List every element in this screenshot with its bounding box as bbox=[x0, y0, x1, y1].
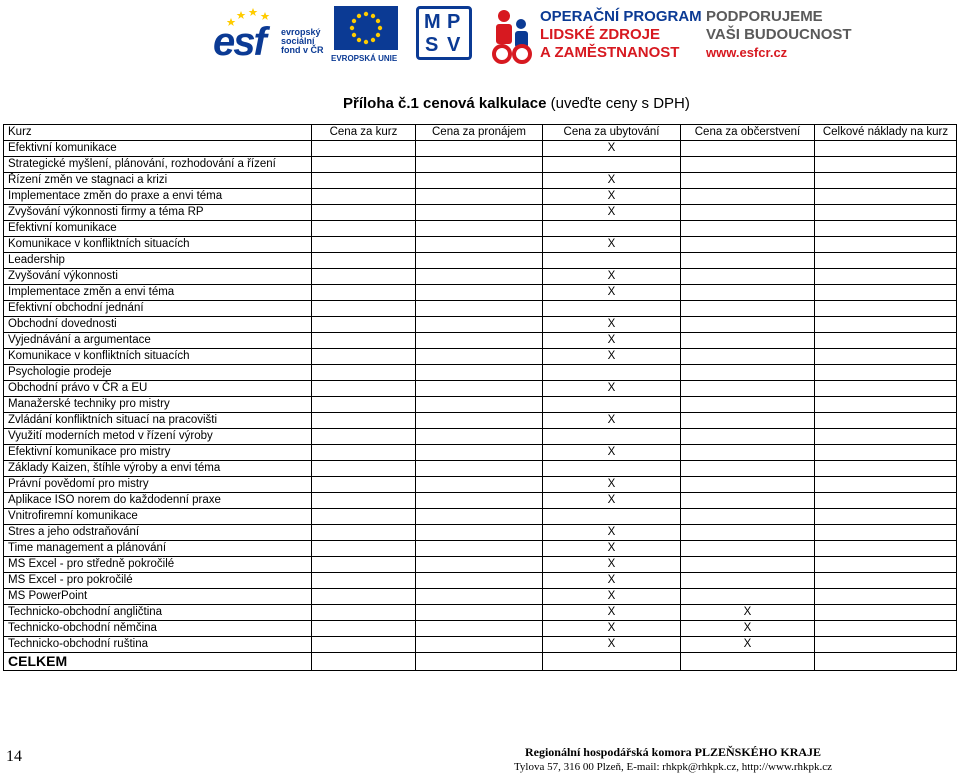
cell-cena-ubytovani: X bbox=[543, 541, 681, 557]
cell-kurz: Psychologie prodeje bbox=[4, 365, 312, 381]
cell-celkove-naklady bbox=[815, 541, 957, 557]
table-row bbox=[4, 173, 957, 189]
cell-cena-pronajem bbox=[416, 221, 543, 237]
cell-kurz: MS PowerPoint bbox=[4, 589, 312, 605]
footer-address: Tylova 57, 316 00 Plzeň, E-mail: rhkpk@rhkpk.cz, http://www.rhkpk.cz bbox=[513, 761, 833, 773]
table-row bbox=[4, 637, 957, 653]
cell-cena-kurz bbox=[312, 509, 416, 525]
cell-cena-obcerstveni bbox=[681, 541, 815, 557]
cell-kurz: Obchodní dovednosti bbox=[4, 317, 312, 333]
cell-cena-pronajem bbox=[416, 349, 543, 365]
cell-kurz: Obchodní právo v ČR a EU bbox=[4, 381, 312, 397]
cell-celkove-naklady bbox=[815, 397, 957, 413]
cell-cena-obcerstveni bbox=[681, 493, 815, 509]
cell-cena-pronajem bbox=[416, 141, 543, 157]
cell-cena-obcerstveni: X bbox=[681, 621, 815, 637]
eu-flag-icon bbox=[334, 6, 398, 50]
esf-subtitle bbox=[281, 28, 324, 55]
price-calculation-table bbox=[3, 124, 957, 671]
cell-cena-kurz bbox=[312, 253, 416, 269]
column-header-cena-pronajem: Cena za pronájem bbox=[416, 125, 543, 141]
cell-cena-obcerstveni bbox=[681, 221, 815, 237]
cell-cena-obcerstveni bbox=[681, 205, 815, 221]
cell-cena-pronajem bbox=[416, 189, 543, 205]
cell-cena-obcerstveni bbox=[681, 381, 815, 397]
cell-cena-ubytovani: X bbox=[543, 205, 681, 221]
column-header-cena-ubytovani: Cena za ubytování bbox=[543, 125, 681, 141]
cell-cena-kurz bbox=[312, 349, 416, 365]
cell-cena-kurz bbox=[312, 541, 416, 557]
esf-subtitle-line: evropský bbox=[281, 27, 321, 37]
cell-cena-ubytovani bbox=[543, 221, 681, 237]
cell-celkove-naklady bbox=[815, 509, 957, 525]
cell-kurz: Řízení změn ve stagnaci a krizi bbox=[4, 173, 312, 189]
cell-cena-ubytovani bbox=[543, 253, 681, 269]
cell-cena-ubytovani: X bbox=[543, 189, 681, 205]
table-row bbox=[4, 557, 957, 573]
cell-celkove-naklady bbox=[815, 621, 957, 637]
cell-cena-pronajem bbox=[416, 157, 543, 173]
total-label: CELKEM bbox=[4, 653, 312, 671]
cell-cena-pronajem bbox=[416, 269, 543, 285]
table-row bbox=[4, 445, 957, 461]
cell-celkove-naklady bbox=[815, 365, 957, 381]
cell-cena-kurz bbox=[312, 237, 416, 253]
op-people-icon bbox=[490, 8, 534, 64]
cell-celkove-naklady bbox=[815, 605, 957, 621]
cell-cena-obcerstveni bbox=[681, 157, 815, 173]
cell-cena-pronajem bbox=[416, 461, 543, 477]
cell-cena-obcerstveni bbox=[681, 365, 815, 381]
cell-cena-ubytovani: X bbox=[543, 557, 681, 573]
cell-cena-obcerstveni bbox=[681, 413, 815, 429]
cell-cena-obcerstveni bbox=[681, 589, 815, 605]
cell-cena-obcerstveni bbox=[681, 557, 815, 573]
total-row bbox=[4, 653, 957, 671]
table-row bbox=[4, 333, 957, 349]
cell-cena-pronajem bbox=[416, 413, 543, 429]
cell-cena-pronajem bbox=[416, 333, 543, 349]
table-row bbox=[4, 205, 957, 221]
column-header-cena-obcerstveni: Cena za občerstvení bbox=[681, 125, 815, 141]
cell-cena-ubytovani bbox=[543, 365, 681, 381]
cell-kurz: Zvyšování výkonnosti firmy a téma RP bbox=[4, 205, 312, 221]
table-row bbox=[4, 141, 957, 157]
table-row bbox=[4, 285, 957, 301]
cell-cena-ubytovani: X bbox=[543, 333, 681, 349]
table-row bbox=[4, 493, 957, 509]
table-row bbox=[4, 317, 957, 333]
op-line: A ZAMĚSTNANOST bbox=[540, 44, 680, 61]
cell-cena-kurz bbox=[312, 413, 416, 429]
table-row bbox=[4, 253, 957, 269]
table-row bbox=[4, 605, 957, 621]
cell-cena-pronajem bbox=[416, 317, 543, 333]
cell-cena-obcerstveni bbox=[681, 301, 815, 317]
cell-cena-pronajem bbox=[416, 621, 543, 637]
cell-celkove-naklady bbox=[815, 381, 957, 397]
cell-cena-kurz bbox=[312, 173, 416, 189]
cell-celkove-naklady bbox=[815, 477, 957, 493]
cell-kurz: MS Excel - pro pokročilé bbox=[4, 573, 312, 589]
cell-cena-obcerstveni bbox=[681, 509, 815, 525]
cell-kurz: Efektivní komunikace bbox=[4, 221, 312, 237]
cell-cena-pronajem bbox=[416, 557, 543, 573]
cell-cena-ubytovani: X bbox=[543, 605, 681, 621]
cell-cena-obcerstveni: X bbox=[681, 637, 815, 653]
table-row bbox=[4, 429, 957, 445]
cell-cena-obcerstveni bbox=[681, 525, 815, 541]
column-header-celkove-naklady: Celkové náklady na kurz bbox=[815, 125, 957, 141]
cell-kurz: Právní povědomí pro mistry bbox=[4, 477, 312, 493]
cell-celkove-naklady bbox=[815, 221, 957, 237]
cell-cena-ubytovani bbox=[543, 301, 681, 317]
cell-cena-pronajem bbox=[416, 365, 543, 381]
cell-cena-pronajem bbox=[416, 253, 543, 269]
cell-kurz: Vnitrofiremní komunikace bbox=[4, 509, 312, 525]
cell-cena-obcerstveni bbox=[681, 445, 815, 461]
cell-cena-ubytovani: X bbox=[543, 141, 681, 157]
table-row bbox=[4, 477, 957, 493]
cell-cena-kurz bbox=[312, 621, 416, 637]
cell-celkove-naklady bbox=[815, 557, 957, 573]
cell-cena-obcerstveni bbox=[681, 173, 815, 189]
cell-kurz: Aplikace ISO norem do každodenní praxe bbox=[4, 493, 312, 509]
cell-cena-ubytovani: X bbox=[543, 525, 681, 541]
cell-kurz: Zvládání konfliktních situací na pracovišti bbox=[4, 413, 312, 429]
cell-cena-pronajem bbox=[416, 573, 543, 589]
esf-logo bbox=[213, 6, 327, 64]
cell-cena-pronajem bbox=[416, 429, 543, 445]
cell-celkove-naklady bbox=[815, 349, 957, 365]
cell-cena-ubytovani: X bbox=[543, 285, 681, 301]
cell-cena-pronajem bbox=[416, 477, 543, 493]
table-row bbox=[4, 237, 957, 253]
cell-cena-ubytovani: X bbox=[543, 445, 681, 461]
cell-cena-pronajem bbox=[416, 509, 543, 525]
cell-cena-pronajem bbox=[416, 589, 543, 605]
cell-cena-obcerstveni bbox=[681, 141, 815, 157]
cell-cena-ubytovani: X bbox=[543, 573, 681, 589]
cell-cena-obcerstveni bbox=[681, 573, 815, 589]
cell-cena-ubytovani: X bbox=[543, 317, 681, 333]
page-number: 14 bbox=[6, 748, 22, 765]
cell-cena-obcerstveni bbox=[681, 189, 815, 205]
cell-cena-pronajem bbox=[416, 173, 543, 189]
total-cell bbox=[681, 653, 815, 671]
cell-kurz: Efektivní komunikace bbox=[4, 141, 312, 157]
op-line: OPERAČNÍ PROGRAM bbox=[540, 8, 702, 25]
footer bbox=[508, 745, 838, 775]
cell-cena-kurz bbox=[312, 429, 416, 445]
cell-cena-obcerstveni bbox=[681, 285, 815, 301]
cell-kurz: Stres a jeho odstraňování bbox=[4, 525, 312, 541]
mpsv-logo bbox=[416, 6, 472, 60]
cell-cena-ubytovani bbox=[543, 461, 681, 477]
table-row bbox=[4, 365, 957, 381]
cell-celkove-naklady bbox=[815, 317, 957, 333]
table-row bbox=[4, 509, 957, 525]
table-row bbox=[4, 413, 957, 429]
cell-cena-kurz bbox=[312, 205, 416, 221]
cell-cena-kurz bbox=[312, 445, 416, 461]
cell-cena-obcerstveni bbox=[681, 461, 815, 477]
cell-cena-pronajem bbox=[416, 381, 543, 397]
cell-cena-ubytovani bbox=[543, 509, 681, 525]
cell-cena-kurz bbox=[312, 573, 416, 589]
cell-cena-obcerstveni bbox=[681, 237, 815, 253]
cell-kurz: Leadership bbox=[4, 253, 312, 269]
total-cell bbox=[543, 653, 681, 671]
cell-kurz: Základy Kaizen, štíhle výroby a envi téma bbox=[4, 461, 312, 477]
cell-cena-kurz bbox=[312, 637, 416, 653]
cell-cena-kurz bbox=[312, 301, 416, 317]
eu-logo bbox=[331, 6, 401, 64]
cell-kurz: Komunikace v konfliktních situacích bbox=[4, 237, 312, 253]
cell-kurz: Manažerské techniky pro mistry bbox=[4, 397, 312, 413]
cell-cena-ubytovani: X bbox=[543, 621, 681, 637]
cell-celkove-naklady bbox=[815, 253, 957, 269]
cell-cena-ubytovani: X bbox=[543, 173, 681, 189]
cell-celkove-naklady bbox=[815, 141, 957, 157]
cell-celkove-naklady bbox=[815, 413, 957, 429]
table-body bbox=[4, 141, 957, 671]
cell-celkove-naklady bbox=[815, 237, 957, 253]
support-url: www.esfcr.cz bbox=[706, 45, 788, 60]
cell-cena-pronajem bbox=[416, 237, 543, 253]
cell-cena-pronajem bbox=[416, 205, 543, 221]
document-caption bbox=[343, 95, 690, 112]
support-slogan bbox=[706, 8, 852, 62]
cell-cena-obcerstveni bbox=[681, 333, 815, 349]
op-line: LIDSKÉ ZDROJE bbox=[540, 26, 661, 43]
cell-kurz: Implementace změn do praxe a envi téma bbox=[4, 189, 312, 205]
table-row bbox=[4, 349, 957, 365]
table-row bbox=[4, 301, 957, 317]
cell-cena-kurz bbox=[312, 333, 416, 349]
cell-cena-obcerstveni bbox=[681, 349, 815, 365]
total-cell bbox=[416, 653, 543, 671]
table-row bbox=[4, 157, 957, 173]
cell-cena-kurz bbox=[312, 381, 416, 397]
cell-celkove-naklady bbox=[815, 205, 957, 221]
cell-cena-obcerstveni bbox=[681, 253, 815, 269]
cell-cena-ubytovani: X bbox=[543, 269, 681, 285]
cell-cena-kurz bbox=[312, 221, 416, 237]
slogan-line: VAŠI BUDOUCNOST bbox=[706, 26, 852, 43]
total-cell bbox=[312, 653, 416, 671]
table-row bbox=[4, 621, 957, 637]
table-row bbox=[4, 397, 957, 413]
cell-cena-obcerstveni bbox=[681, 269, 815, 285]
mpsv-letter: V bbox=[447, 34, 461, 56]
caption-title: Příloha č.1 cenová kalkulace bbox=[343, 95, 547, 112]
cell-cena-pronajem bbox=[416, 541, 543, 557]
cell-cena-ubytovani bbox=[543, 157, 681, 173]
cell-celkove-naklady bbox=[815, 157, 957, 173]
cell-celkove-naklady bbox=[815, 573, 957, 589]
cell-kurz: Efektivní obchodní jednání bbox=[4, 301, 312, 317]
table-row bbox=[4, 189, 957, 205]
total-cell bbox=[815, 653, 957, 671]
cell-cena-kurz bbox=[312, 269, 416, 285]
esf-wordmark: esf bbox=[213, 20, 265, 64]
cell-cena-ubytovani: X bbox=[543, 381, 681, 397]
cell-kurz: Technicko-obchodní ruština bbox=[4, 637, 312, 653]
cell-cena-pronajem bbox=[416, 445, 543, 461]
cell-cena-ubytovani bbox=[543, 397, 681, 413]
cell-kurz: Vyjednávání a argumentace bbox=[4, 333, 312, 349]
cell-cena-kurz bbox=[312, 525, 416, 541]
caption-note: (uveďte ceny s DPH) bbox=[546, 95, 690, 112]
cell-cena-kurz bbox=[312, 461, 416, 477]
cell-celkove-naklady bbox=[815, 445, 957, 461]
column-header-cena-kurz: Cena za kurz bbox=[312, 125, 416, 141]
cell-celkove-naklady bbox=[815, 525, 957, 541]
column-header-kurz: Kurz bbox=[4, 125, 312, 141]
cell-cena-pronajem bbox=[416, 637, 543, 653]
cell-cena-kurz bbox=[312, 557, 416, 573]
table-row bbox=[4, 381, 957, 397]
slogan-line: PODPORUJEME bbox=[706, 8, 823, 25]
cell-cena-kurz bbox=[312, 157, 416, 173]
esf-subtitle-line: fond v ČR bbox=[281, 45, 324, 55]
cell-cena-kurz bbox=[312, 285, 416, 301]
cell-celkove-naklady bbox=[815, 461, 957, 477]
cell-kurz: Technicko-obchodní němčina bbox=[4, 621, 312, 637]
eu-label: EVROPSKÁ UNIE bbox=[331, 54, 398, 63]
table-row bbox=[4, 525, 957, 541]
cell-cena-ubytovani bbox=[543, 429, 681, 445]
cell-cena-obcerstveni bbox=[681, 397, 815, 413]
cell-cena-kurz bbox=[312, 317, 416, 333]
mpsv-letter: M bbox=[424, 11, 441, 33]
mpsv-letter: P bbox=[447, 11, 461, 33]
cell-celkove-naklady bbox=[815, 173, 957, 189]
cell-cena-kurz bbox=[312, 589, 416, 605]
cell-cena-obcerstveni bbox=[681, 477, 815, 493]
cell-cena-ubytovani: X bbox=[543, 589, 681, 605]
esf-subtitle-line: sociální bbox=[281, 36, 315, 46]
op-program-name bbox=[540, 8, 702, 62]
cell-celkove-naklady bbox=[815, 301, 957, 317]
cell-cena-kurz bbox=[312, 365, 416, 381]
mpsv-letter: S bbox=[425, 34, 439, 56]
table-row bbox=[4, 269, 957, 285]
cell-cena-pronajem bbox=[416, 493, 543, 509]
cell-cena-kurz bbox=[312, 397, 416, 413]
cell-cena-kurz bbox=[312, 141, 416, 157]
cell-cena-kurz bbox=[312, 493, 416, 509]
cell-cena-pronajem bbox=[416, 301, 543, 317]
cell-kurz: Strategické myšlení, plánování, rozhodování a řízení bbox=[4, 157, 312, 173]
cell-kurz: Zvyšování výkonnosti bbox=[4, 269, 312, 285]
cell-cena-ubytovani: X bbox=[543, 477, 681, 493]
cell-celkove-naklady bbox=[815, 285, 957, 301]
cell-cena-ubytovani: X bbox=[543, 637, 681, 653]
logo-banner bbox=[0, 0, 959, 70]
cell-cena-kurz bbox=[312, 189, 416, 205]
cell-kurz: Efektivní komunikace pro mistry bbox=[4, 445, 312, 461]
cell-cena-ubytovani: X bbox=[543, 413, 681, 429]
cell-celkove-naklady bbox=[815, 589, 957, 605]
cell-cena-pronajem bbox=[416, 525, 543, 541]
cell-celkove-naklady bbox=[815, 333, 957, 349]
cell-kurz: MS Excel - pro středně pokročilé bbox=[4, 557, 312, 573]
cell-celkove-naklady bbox=[815, 269, 957, 285]
table-row bbox=[4, 461, 957, 477]
footer-organization: Regionální hospodářská komora PLZEŇSKÉHO KRAJE bbox=[524, 745, 822, 759]
cell-kurz: Technicko-obchodní angličtina bbox=[4, 605, 312, 621]
cell-celkove-naklady bbox=[815, 189, 957, 205]
cell-cena-obcerstveni bbox=[681, 429, 815, 445]
cell-kurz: Využití moderních metod v řízení výroby bbox=[4, 429, 312, 445]
table-row bbox=[4, 221, 957, 237]
cell-cena-obcerstveni: X bbox=[681, 605, 815, 621]
cell-kurz: Time management a plánování bbox=[4, 541, 312, 557]
cell-cena-kurz bbox=[312, 477, 416, 493]
cell-cena-ubytovani: X bbox=[543, 237, 681, 253]
cell-kurz: Komunikace v konfliktních situacích bbox=[4, 349, 312, 365]
cell-cena-ubytovani: X bbox=[543, 493, 681, 509]
cell-celkove-naklady bbox=[815, 637, 957, 653]
cell-cena-pronajem bbox=[416, 285, 543, 301]
cell-cena-ubytovani: X bbox=[543, 349, 681, 365]
cell-celkove-naklady bbox=[815, 493, 957, 509]
table-row bbox=[4, 589, 957, 605]
cell-kurz: Implementace změn a envi téma bbox=[4, 285, 312, 301]
table-header-row bbox=[4, 125, 957, 141]
cell-cena-pronajem bbox=[416, 397, 543, 413]
cell-celkove-naklady bbox=[815, 429, 957, 445]
table-row bbox=[4, 541, 957, 557]
cell-cena-obcerstveni bbox=[681, 317, 815, 333]
cell-cena-kurz bbox=[312, 605, 416, 621]
table-row bbox=[4, 573, 957, 589]
cell-cena-pronajem bbox=[416, 605, 543, 621]
